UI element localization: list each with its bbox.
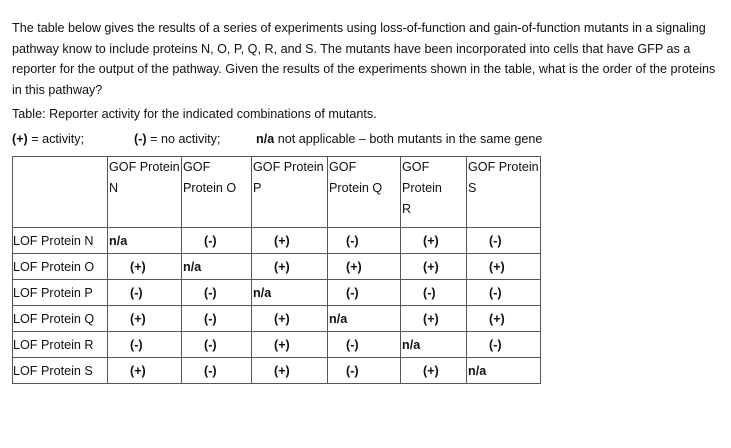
table-cell: (-) <box>328 332 401 358</box>
corner-cell <box>13 157 108 228</box>
table-cell: (+) <box>467 254 541 280</box>
column-header: GOF Protein P <box>252 157 328 228</box>
table-cell: n/a <box>108 228 182 254</box>
table-row <box>13 358 541 384</box>
results-table <box>12 156 541 384</box>
table-row <box>13 228 541 254</box>
table-cell: (+) <box>328 254 401 280</box>
table-cell: (-) <box>182 280 252 306</box>
table-cell: (+) <box>401 306 467 332</box>
table-cell: (-) <box>108 280 182 306</box>
row-header: LOF Protein N <box>13 228 108 254</box>
legend-na-symbol: n/a <box>256 132 275 146</box>
table-cell: (-) <box>328 228 401 254</box>
table-cell: (+) <box>108 358 182 384</box>
table-cell: (-) <box>467 228 541 254</box>
table-cell: (-) <box>182 228 252 254</box>
row-header: LOF Protein S <box>13 358 108 384</box>
table-cell: (-) <box>328 358 401 384</box>
row-header: LOF Protein O <box>13 254 108 280</box>
table-cell: (-) <box>467 332 541 358</box>
column-header: GOF Protein O <box>182 157 252 228</box>
table-cell: (-) <box>328 280 401 306</box>
table-cell: (+) <box>467 306 541 332</box>
column-header: GOF Protein Q <box>328 157 401 228</box>
legend-na-text: not applicable – both mutants in the same gene <box>274 132 543 146</box>
table-cell: (+) <box>401 358 467 384</box>
table-cell: (-) <box>467 280 541 306</box>
question-paragraph: The table below gives the results of a series of experiments using loss-of-function and gain-of-function mutants in a signaling pathway know to include proteins N, O, P, Q, R, and S. The mutants have been incorporated into cells that have GFP as a reporter for the output of the pathway. Given the results of the experiments shown in the table, what is the order of the proteins in this pathway? <box>12 21 716 97</box>
legend-activity-symbol: (+) <box>12 132 28 146</box>
table-cell: (-) <box>182 306 252 332</box>
table-cell: (-) <box>182 332 252 358</box>
table-cell: n/a <box>401 332 467 358</box>
row-header: LOF Protein P <box>13 280 108 306</box>
table-cell: (+) <box>108 306 182 332</box>
table-header-row <box>13 157 541 228</box>
legend-no-activity <box>134 129 220 149</box>
legend-activity <box>12 129 84 149</box>
table-row <box>13 306 541 332</box>
table-row <box>13 280 541 306</box>
table-cell: n/a <box>252 280 328 306</box>
table-cell: (+) <box>252 254 328 280</box>
row-header: LOF Protein R <box>13 332 108 358</box>
legend-no-activity-text: = no activity; <box>146 132 221 146</box>
table-row <box>13 254 541 280</box>
table-cell: (+) <box>401 254 467 280</box>
table-cell: (+) <box>252 228 328 254</box>
table-cell: (-) <box>108 332 182 358</box>
column-header: GOF Protein S <box>467 157 541 228</box>
legend-na <box>256 129 542 149</box>
table-cell: (+) <box>108 254 182 280</box>
legend-no-activity-symbol: (-) <box>134 132 147 146</box>
legend-activity-text: = activity; <box>27 132 85 146</box>
table-cell: n/a <box>182 254 252 280</box>
table-cell: (+) <box>252 306 328 332</box>
table-cell: (-) <box>182 358 252 384</box>
table-caption: Table: Reporter activity for the indicated combinations of mutants. <box>12 107 377 121</box>
row-header: LOF Protein Q <box>13 306 108 332</box>
table-cell: n/a <box>467 358 541 384</box>
table-cell: (-) <box>401 280 467 306</box>
table-cell: (+) <box>252 332 328 358</box>
table-cell: (+) <box>252 358 328 384</box>
table-cell: n/a <box>328 306 401 332</box>
column-header: GOF Protein R <box>401 157 467 228</box>
table-row <box>13 332 541 358</box>
column-header: GOF Protein N <box>108 157 182 228</box>
table-cell: (+) <box>401 228 467 254</box>
